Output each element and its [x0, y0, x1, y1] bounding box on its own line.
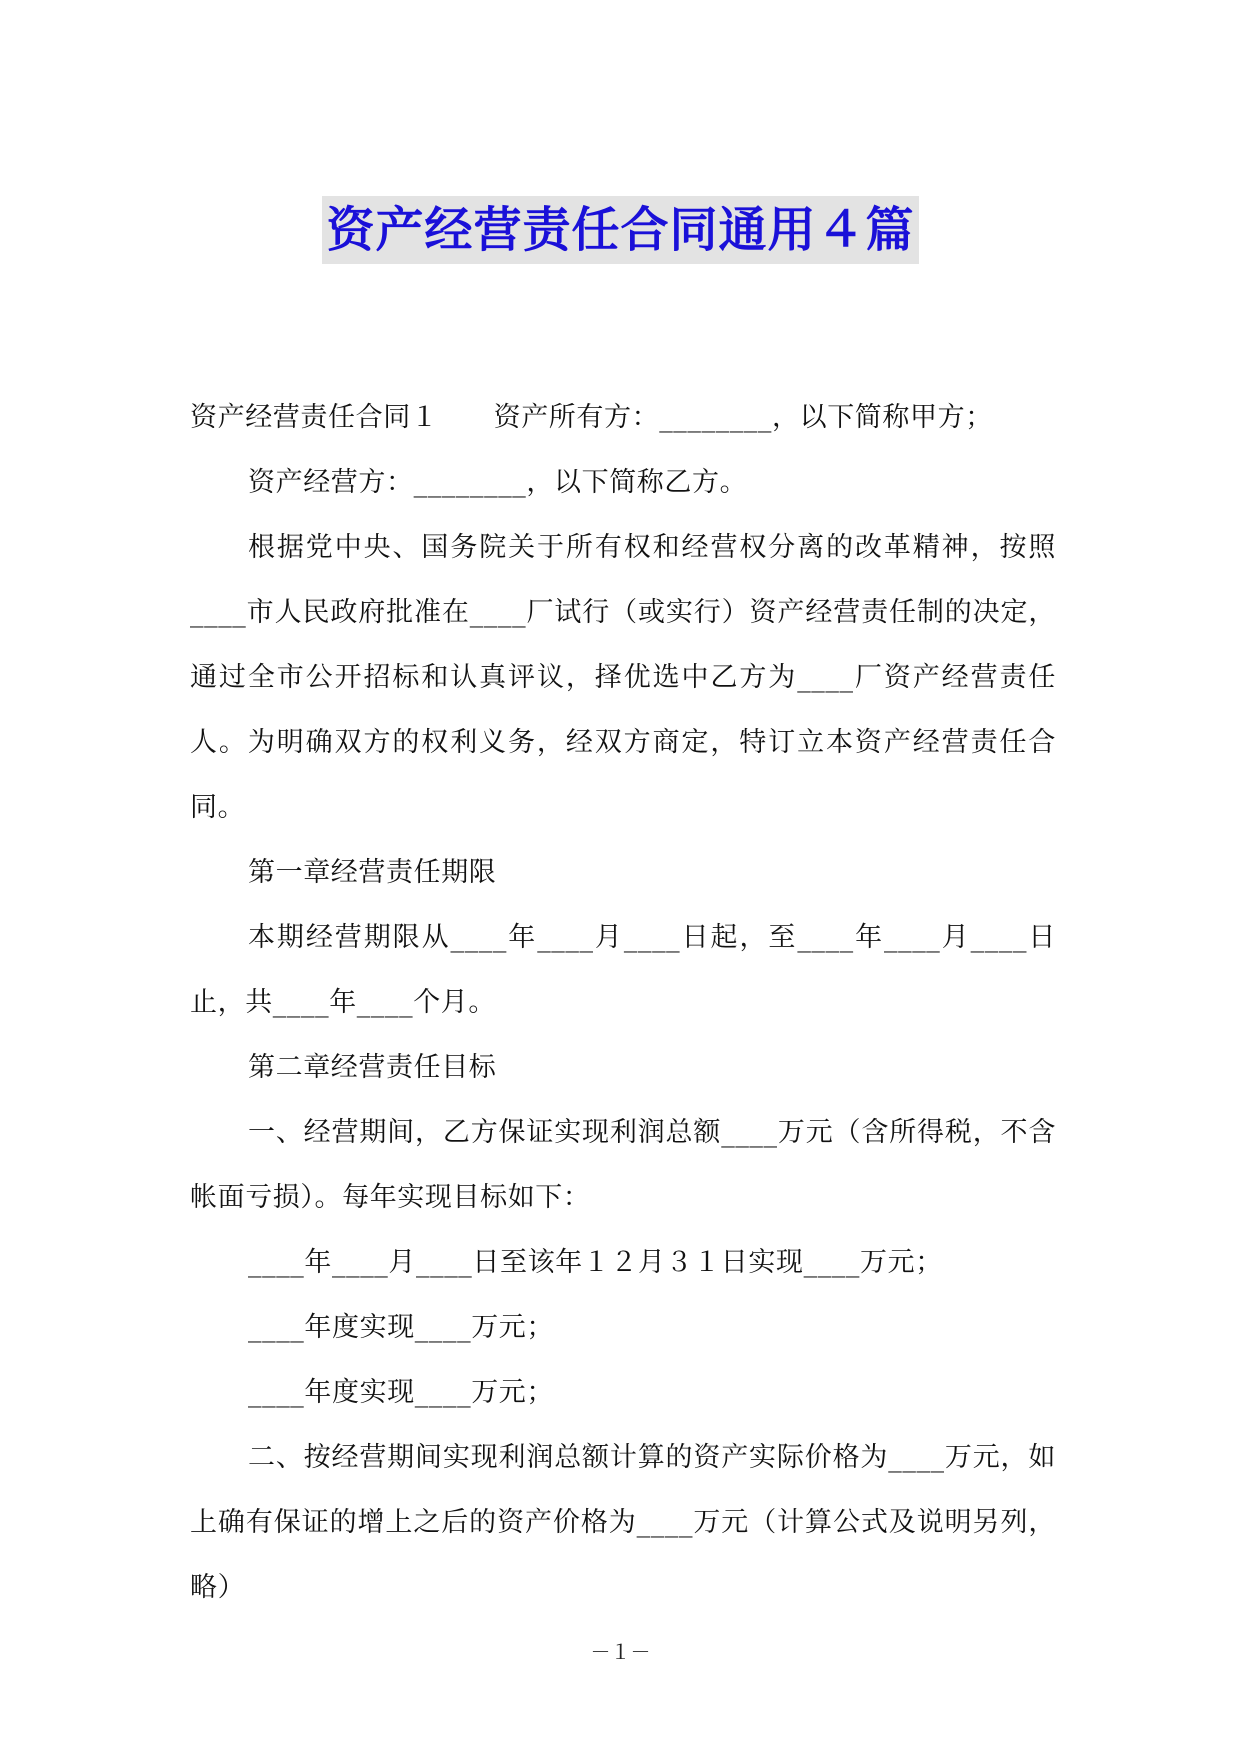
paragraph-target-1: 一、经营期间，乙方保证实现利润总额____万元（含所得税，不含帐面亏损）。每年实现目标如下：: [190, 1117, 1056, 1213]
title-wrapper: [0, 196, 1241, 264]
page-number: －１－: [590, 1640, 651, 1664]
paragraph-target-year-3: ____年度实现____万元；: [248, 1377, 554, 1408]
chapter-heading-2: 第二章经营责任目标: [248, 1052, 497, 1083]
paragraph-party-b: 资产经营方：________，以下简称乙方。: [248, 467, 748, 498]
document-body: [190, 385, 1056, 1620]
paragraph-intro: 资产经营责任合同１ 资产所有方：________，以下简称甲方；: [190, 402, 993, 433]
paragraph-target-year-2: ____年度实现____万元；: [248, 1312, 554, 1343]
document-title: 资产经营责任合同通用４篇: [322, 196, 918, 264]
paragraph-asset-price: 二、按经营期间实现利润总额计算的资产实际价格为____万元，如上确有保证的增上之后的资产价格为____万元（计算公式及说明另列，略）: [190, 1442, 1056, 1603]
paragraph-target-year-1: ____年____月____日至该年１２月３１日实现____万元；: [248, 1247, 943, 1278]
paragraph-preamble: 根据党中央、国务院关于所有权和经营权分离的改革精神，按照____市人民政府批准在____厂试行（或实行）资产经营责任制的决定，通过全市公开招标和认真评议，择优选中乙方为____厂资产经营责任人。为明确双方的权利义务，经双方商定，特订立本资产经营责任合同。: [190, 532, 1056, 823]
chapter-heading-1: 第一章经营责任期限: [248, 857, 497, 888]
paragraph-term: 本期经营期限从____年____月____日起，至____年____月____日止，共____年____个月。: [190, 922, 1056, 1018]
